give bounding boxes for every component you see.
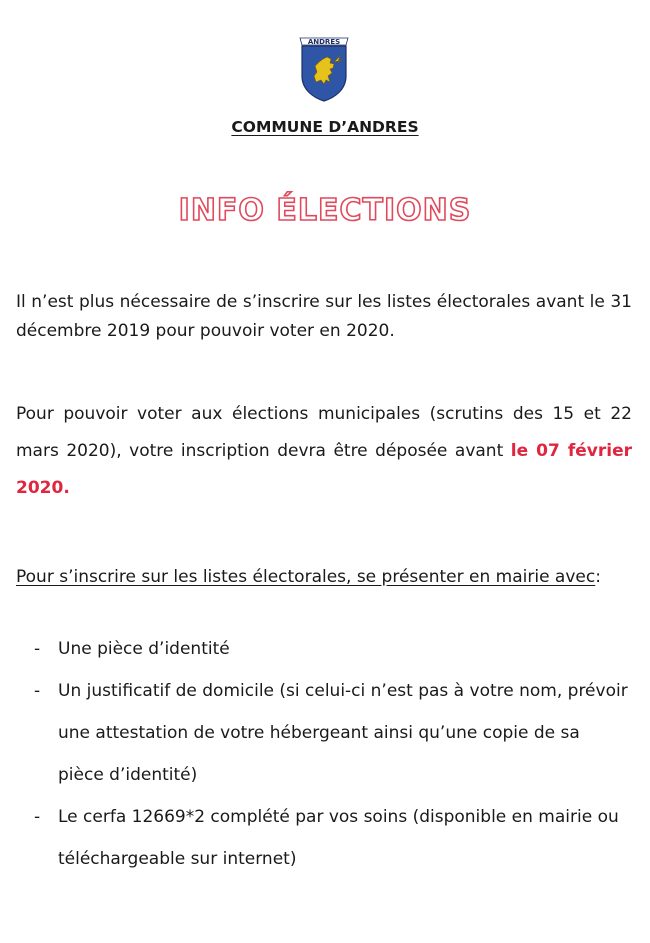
registration-heading [16, 561, 636, 594]
andres-coat-of-arms-logo [296, 32, 352, 102]
info-elections-title: INFO ÉLECTIONS [178, 193, 472, 228]
registration-heading-suffix: : [595, 567, 601, 587]
list-item: - Une pièce d’identité [34, 628, 630, 670]
registration-heading-text: Pour s’inscrire sur les listes électorales, se présenter en mairie avec [16, 567, 596, 587]
municipal-elections-text: Pour pouvoir voter aux élections municipales (scrutins des 15 et 22 mars 2020), votre inscription devra être déposée avant [16, 404, 632, 461]
list-item: - Un justificatif de domicile (si celui-ci n’est pas à votre nom, prévoir une attestation de votre hébergeant ainsi qu’une copie de sa pièce d’identité) [34, 670, 630, 796]
no-deadline-paragraph: Il n’est plus nécessaire de s’inscrire sur les listes électorales avant le 31 décembre 2019 pour pouvoir voter en 2020. [16, 292, 632, 341]
commune-heading: COMMUNE D’ANDRES [231, 118, 419, 136]
registration-deadline: le 07 février 2020. [16, 441, 633, 498]
crest-text: ANDRES [307, 38, 341, 46]
required-documents-list [34, 628, 630, 880]
list-item: - Le cerfa 12669*2 complété par vos soins (disponible en mairie ou téléchargeable sur internet) [34, 796, 630, 880]
municipal-elections-paragraph [16, 396, 632, 507]
